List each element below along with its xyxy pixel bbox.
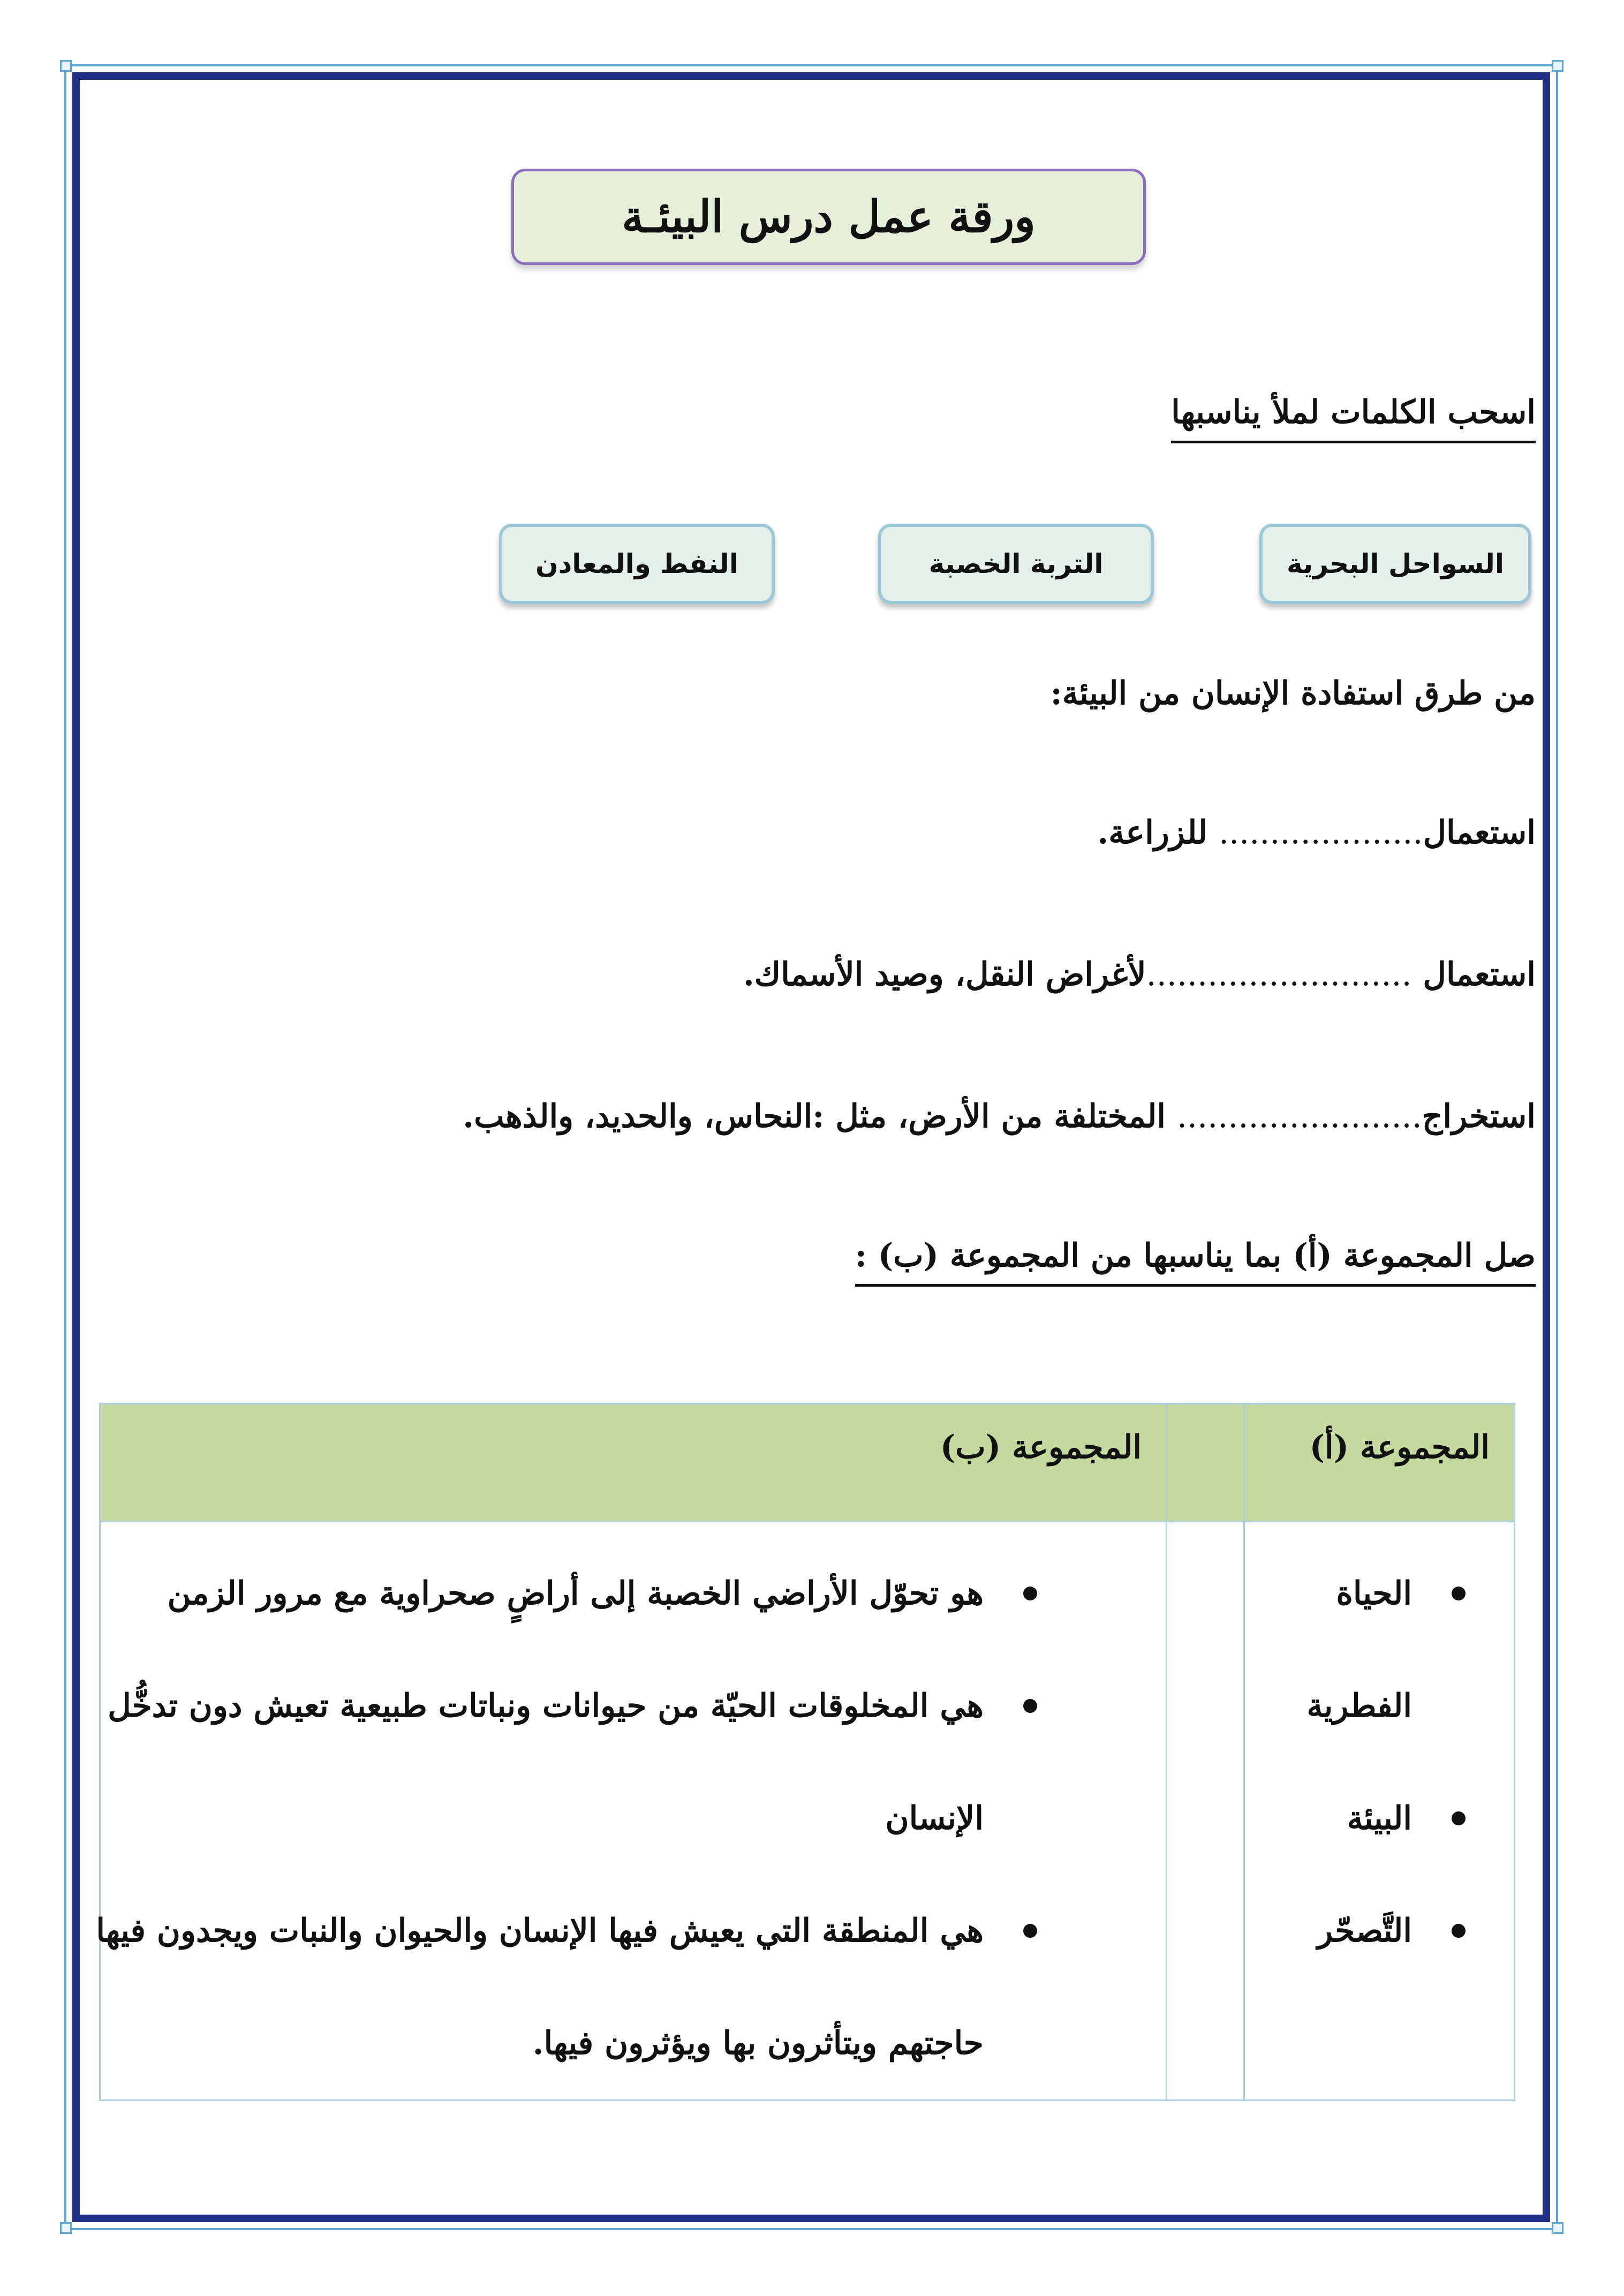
sentence-2-end: لأغراض النقل، وصيد الأسماك.: [743, 956, 1146, 993]
sentence-1-end: للزراعة.: [1097, 814, 1219, 851]
blank-2[interactable]: ..........................: [1146, 956, 1412, 993]
table-header-row: [100, 1404, 1515, 1522]
sentence-2-start: استعمال: [1411, 956, 1536, 993]
group-a-list: [1245, 1522, 1514, 1987]
header-group-a: المجموعة (أ): [1244, 1404, 1515, 1522]
sentence-1-start: استعمال: [1423, 814, 1536, 851]
sentence-3-end: المختلفة من الأرض، مثل :النحاس، والحديد، والذهب.: [463, 1098, 1177, 1135]
word-chip-oil-minerals[interactable]: النفط والمعادن: [499, 524, 775, 604]
matching-heading: صل المجموعة (أ) بما يناسبها من المجموعة (ب) :: [855, 1237, 1536, 1287]
worksheet-title: ورقة عمل درس البيئـة: [511, 169, 1146, 265]
bullet-icon: [1023, 1699, 1037, 1713]
matching-table: [96, 1403, 1515, 2101]
group-b-item[interactable]: هي المنطقة التي يعيش فيها الإنسان والحيوان والنبات ويجدون فيها: [101, 1875, 1037, 1987]
drag-words-heading: اسحب الكلمات لملأ يناسبها: [1171, 394, 1536, 443]
group-a-item-continuation: الفطرية: [1306, 1687, 1412, 1725]
bullet-icon: [1023, 1587, 1037, 1600]
bullet-icon: [1452, 1587, 1466, 1600]
frame-corner-bottom-right: [1552, 2222, 1563, 2234]
table-body-row: [100, 1522, 1515, 2101]
group-a-item[interactable]: التَّصحّر: [1245, 1875, 1466, 1987]
group-a-item[interactable]: الحياة: [1245, 1537, 1466, 1650]
frame-corner-top-left: [60, 60, 72, 72]
bullet-icon: [1023, 1924, 1037, 1938]
bullet-icon: [1452, 1811, 1466, 1825]
group-b-list: [96, 1522, 1166, 2099]
group-a-item[interactable]: البيئة: [1245, 1762, 1466, 1875]
bullet-icon: [1452, 1924, 1466, 1938]
sentence-1: [1097, 814, 1536, 851]
intro-text: من طرق استفادة الإنسان من البيئة:: [1050, 675, 1536, 712]
word-chip-coasts[interactable]: السواحل البحرية: [1259, 524, 1531, 604]
sentence-3-start: استخراج: [1422, 1098, 1536, 1135]
blank-3[interactable]: ........................: [1176, 1098, 1422, 1135]
group-b-item-continuation: الإنسان: [885, 1800, 984, 1837]
group-b-item-continuation: حاجتهم ويتأثرون بها ويؤثرون فيها.: [532, 2025, 984, 2062]
group-b-cell: [96, 1522, 1167, 2101]
sentence-3: [463, 1098, 1536, 1135]
word-chip-fertile-soil[interactable]: التربة الخصبة: [878, 524, 1154, 604]
header-group-b: المجموعة (ب): [100, 1404, 1167, 1522]
group-b-item[interactable]: هي المخلوقات الحيّة من حيوانات ونباتات طبيعية تعيش دون تدخُّل: [101, 1650, 1037, 1762]
blank-1[interactable]: ....................: [1218, 814, 1423, 851]
middle-cell: [1167, 1522, 1244, 2101]
group-b-item[interactable]: هو تحوّل الأراضي الخصبة إلى أراضٍ صحراوية مع مرور الزمن: [101, 1537, 1037, 1650]
header-spacer: [1167, 1404, 1244, 1522]
sentence-2: [743, 956, 1536, 993]
group-a-cell: [1244, 1522, 1515, 2101]
frame-corner-bottom-left: [60, 2222, 72, 2234]
frame-corner-top-right: [1552, 60, 1563, 72]
